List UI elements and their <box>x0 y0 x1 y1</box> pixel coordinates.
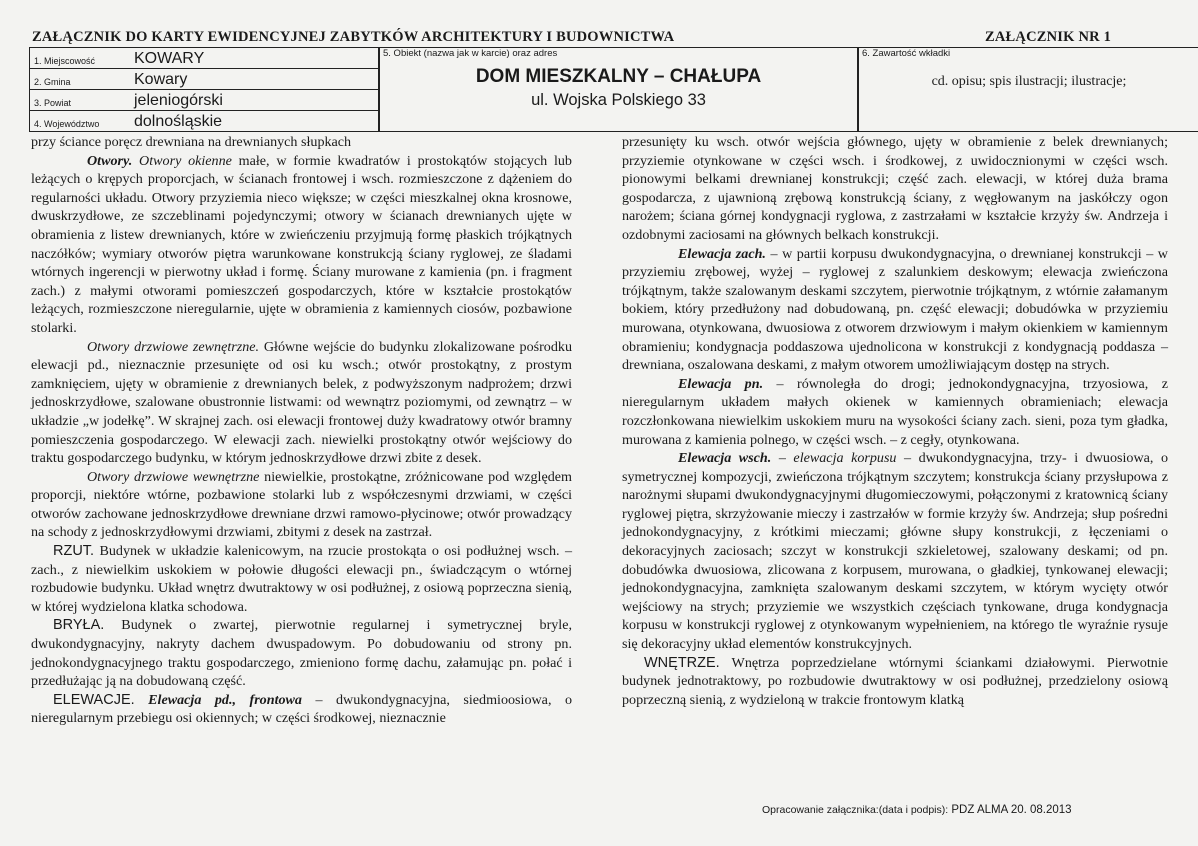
field-voivodeship-label: 4. Województwo <box>34 119 100 129</box>
subheading-south-elevation: Elewacja pd., frontowa <box>148 691 302 708</box>
field-county-value: jeleniogórski <box>134 92 223 109</box>
paragraph-elevations: ELEWACJE. Elewacja pd., frontowa – dwukondygnacyjna, siedmioosiowa, o nieregularnym przebiegu osi okiennych; w części środkowej, nieznacznie <box>31 691 572 727</box>
heading-massing: BRYŁA. <box>53 617 105 634</box>
location-fields <box>29 47 379 132</box>
field-town <box>29 47 379 68</box>
description-column-right <box>622 133 1168 709</box>
field-county <box>29 89 379 110</box>
field-commune <box>29 68 379 89</box>
field-county-label: 3. Powiat <box>34 98 72 108</box>
field-voivodeship <box>29 110 379 132</box>
paragraph-massing: BRYŁA. Budynek o zwartej, pierwotnie regularnej i symetrycznej bryle, dwukondygnacyjny, nakryty dachem dwuspadowym. Po dobudowaniu od strony pn. jednokondygnacyjnego traktu gospodarczego, zmieniono formę dachu, załamując pn. połać i przedłużając ją na dobudowaną część. <box>31 617 572 690</box>
field-commune-value: Kowary <box>134 71 188 88</box>
paragraph-east-elevation: Elewacja wsch. – elewacja korpusu – dwukondygnacyjna, trzy- i dwuosiowa, o symetrycznej kompozycji, zwieńczona trójkątnym szczytem; konstrukcja ściany przysłupowa z narożnymi słupami dwukondygnacyjnymi długomieczowymi, połączonymi z kratownicą ściany ryglowej piętra, skrzyżowanie mieczy i zastrzałów w formie krzyży św. Andrzeja; słup pośredni jednokondygnacyjny, z krótkimi mieczami; główne słupy konstrukcji, z łęczeniami o dekoracyjnych zaciosach; szczyt w konstrukcji szkieletowej, szalowany deskami; od pn. dobudówka dwuosiowa, zlicowana z korpusem, murowana, o gładkiej, tynkowanej elewacji; jednokondygnacyjna, zamknięta szalowanym deskami szczytem, w którym wycięty otwór wejściowy na strych; przyziemie we wszystkich częściach tynkowane, druga kondygnacja korpusu w konstrukcji ryglowej z otynkowanym wypełnieniem, na którego tle wyraźnie rysuje się dekoracyjny układ elementów konstrukcyjnych. <box>622 450 1168 653</box>
object-box <box>379 47 858 132</box>
heading-interior: WNĘTRZE. <box>644 654 720 671</box>
heading-openings: Otwory. <box>87 152 133 169</box>
heading-elevations: ELEWACJE. <box>53 691 135 708</box>
prepared-by-footer <box>762 804 1072 816</box>
paragraph-interior-doors: Otwory drzwiowe wewnętrzne niewielkie, prostokątne, zróżnicowane pod względem proporcji, niektóre wtórne, pozbawione stolarki lub z współczesnymi drzwiami, w części otworów zachowane jednoskrzydłowe drewniane drzwi ramowo-płycinowe; otwór prowadzący na schody z jednoskrzydłowymi drzwiami, zbitymi z desek na zastrzał. <box>31 468 572 541</box>
field-voivodeship-value: dolnośląskie <box>134 113 223 130</box>
heading-west-elevation: Elewacja zach. <box>678 245 766 262</box>
field-commune-label: 2. Gmina <box>34 77 71 87</box>
description-column-left <box>31 133 572 728</box>
subheading-windows: Otwory okienne <box>139 152 232 169</box>
footer-label: Opracowanie załącznika:(data i podpis): <box>762 804 949 816</box>
document-header-title: ZAŁĄCZNIK DO KARTY EWIDENCYJNEJ ZABYTKÓW ARCHITEKTURY I BUDOWNICTWA <box>32 29 675 45</box>
attachment-number: ZAŁĄCZNIK NR 1 <box>985 29 1112 45</box>
paragraph-railing: przy ściance poręcz drewniana na drewnianych słupkach <box>31 134 352 150</box>
paragraph-exterior-doors: Otwory drzwiowe zewnętrzne. Główne wejście do budynku zlokalizowane pośrodku elewacji pd., nieznacznie przesunięte od osi ku wsch.; otwór prostokątny, z prostym zamknięciem, ujęty w obramienie z drewnianych belek, z podwyższonym nadprożem; drzwi jednoskrzydłowe, szalowane obustronnie listwami: od wewnątrz poziomymi, od zewnątrz – w układzie „w jodełkę”. W skrajnej zach. osi elewacji frontowej duży kwadratowy otwór bramny pomieszczenia gospodarczego. W elewacji zach. niewielki prostokątny otwór wejściowy do traktu gospodarczego budynku, w którym jednoskrzydłowe drzwi zbite z desek. <box>31 338 572 467</box>
contents-box <box>858 47 1198 132</box>
heading-interior-doors: Otwory drzwiowe wewnętrzne <box>87 468 260 485</box>
heading-exterior-doors: Otwory drzwiowe zewnętrzne. <box>87 338 260 355</box>
heading-plan: RZUT. <box>53 543 95 560</box>
object-address: ul. Wojska Polskiego 33 <box>531 91 706 109</box>
paragraph-front-continued: przesunięty ku wsch. otwór wejścia głównego, ujęty w obramienie z belek drewnianych; przyziemie otynkowane w części wsch. i środkowej, z uwidocznionymi w części wsch. pionowymi belkami drewnianej konstrukcji; część zach. elewacji, w której duża brama gospodarcza, z ujawnioną zrębową konstrukcją ściany, z węgłowanym na jaskółczy ogon narożem; ściana górnej kondygnacji ryglowa, z zastrzałami w kształcie krzyży św. Andrzeja i ozdobnymi zaciosami na głównych belkach konstrukcji. <box>622 134 1168 243</box>
footer-value: PDZ ALMA 20. 08.2013 <box>948 804 1072 816</box>
contents-label: 6. Zawartość wkładki <box>862 48 951 59</box>
subheading-body-elevation: – elewacja korpusu <box>771 450 897 467</box>
paragraph-openings: Otwory. Otwory okienne małe, w formie kwadratów i prostokątów stojących lub leżących o krępych proporcjach, w ścianach frontowej i wsch. rozmieszczone z dążeniem do regularności układu. Otwory przyziemia nieco większe; w części mieszkalnej okna krosnowe, dwuskrzydłowe, ze szczeblinami pojedynczymi; otwory w ścianach drewnianych ujęte w obramienia z listew drewnianych, które w zwieńczeniu przyjmują formę płaskich trójkątnych naczółków; wymiary otworów piętra warunkowane konstrukcją ściany ryglowej, ze śladami wtórnych ingerencji w pierwotny układ i formę. Ściany murowane z kamienia (pn. i fragment zach.) z małymi otworami pomieszczeń gospodarczych, które w kształcie prostokątów leżących, rozmieszczone nieregularnie, ujęte w obramienia z kamiennych ciosów, pozbawione stolarki. <box>31 152 572 336</box>
field-town-label: 1. Miejscowość <box>34 56 96 66</box>
heading-north-elevation: Elewacja pn. <box>678 375 764 392</box>
field-town-value: KOWARY <box>134 50 205 67</box>
object-label: 5. Obiekt (nazwa jak w karcie) oraz adres <box>383 48 558 59</box>
heading-east-elevation: Elewacja wsch. <box>678 450 772 467</box>
paragraph-west-elevation: Elewacja zach. – w partii korpusu dwukondygnacyjna, o drewnianej konstrukcji – w przyziemiu zrębowej, wyżej – ryglowej z szalunkiem deskowym; elewacja zwieńczona trójkątnym, także szalowanym deskami szczytem, pierwotnie trójkątnym, z wtórnie załamanym bokiem, który przedłużony nad dobudowaną, pn. część elewacji; dobudówka w przyziemiu murowana, otynkowana, dwuosiowa z otworem drzwiowym i małym okienkiem w kamiennym obramieniu; kondygnacja poddaszowa ujednolicona w konstrukcji z kondygnacją poddasza – drewniana, oszalowana deskami, z małym otworem umożliwiającym dostęp na strych. <box>622 245 1168 374</box>
object-title: DOM MIESZKALNY – CHAŁUPA <box>475 66 762 87</box>
paragraph-interior: WNĘTRZE. Wnętrza poprzedzielane wtórnymi ściankami działowymi. Pierwotnie budynek jednotraktowy, po rozbudowie dwutraktowy w osi podłużnej, przedzielony osiową poprzeczną sienią, z wydzieloną w trakcie frontowym klatką <box>622 654 1168 708</box>
paragraph-north-elevation: Elewacja pn. – równoległa do drogi; jednokondygnacyjna, trzyosiowa, z nieregularnym układem małych okienek w kamiennych obramieniach; elewacja rozczłonkowana niewielkim uskokiem muru na wysokości ściany zach. sieni, poza tym gładka, murowana z kamienia polnego, w części wsch. – z cegły, otynkowana. <box>622 375 1168 448</box>
contents-value: cd. opisu; spis ilustracji; ilustracje; <box>931 74 1127 89</box>
paragraph-plan: RZUT. Budynek w układzie kalenicowym, na rzucie prostokąta o osi podłużnej wsch. – zach., z niewielkim uskokiem w połowie długości elewacji pn., świadczącym o wtórnej rozbudowie budynku. Układ wnętrz dwutraktowy w osi podłużnej, z osiową poprzeczna sienią, w której wydzielona klatka schodowa. <box>31 543 572 615</box>
